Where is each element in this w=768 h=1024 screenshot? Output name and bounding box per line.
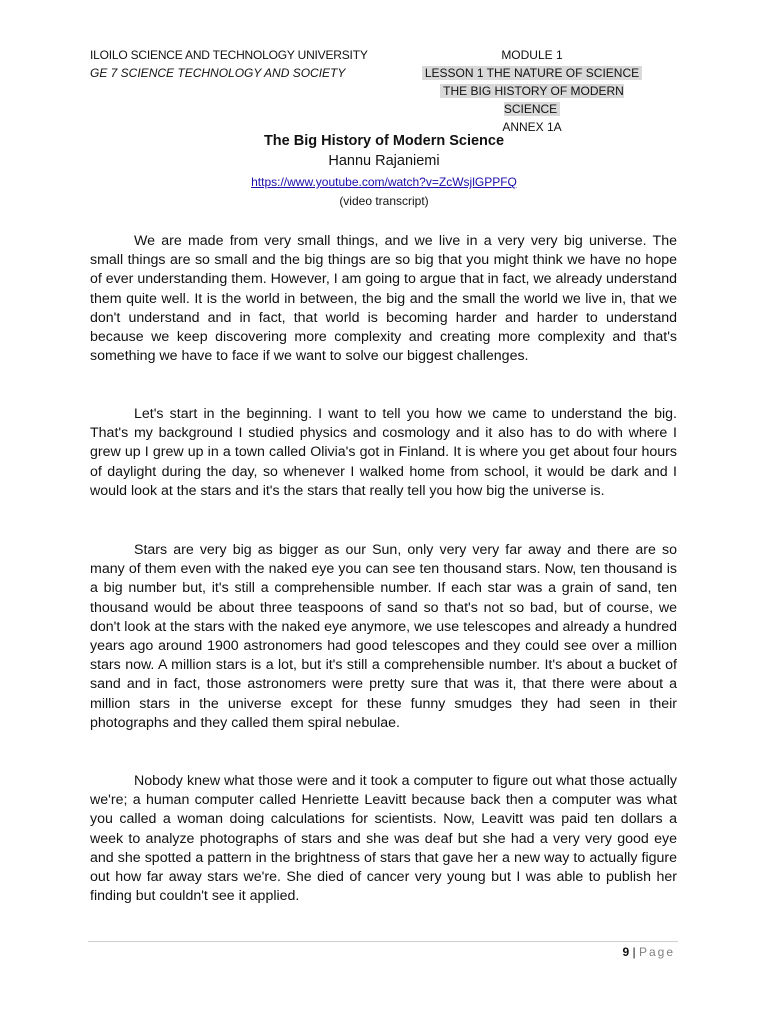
module-label: MODULE 1 [501, 48, 563, 62]
paragraph-1-text: We are made from very small things, and we live in a very very big universe. The small things are so small and the big things are so big that you might think we have no hope of ever understanding them. However, I am going to argue that in fact, we already understand them quite well. It is the world in between, the big and the small the world we live in, that we don't understand and in fact, that world is becoming harder and harder to understand because we keep discovering more complexity and creating more complexity and that's something we have to face if we want to solve our biggest challenges. [90, 233, 677, 365]
page-separator: | [632, 945, 636, 959]
lesson-label: LESSON 1 THE NATURE OF SCIENCE [422, 66, 642, 80]
paragraph-4 [90, 772, 677, 906]
annex-label: ANNEX 1A [502, 120, 562, 134]
document-author: Hannu Rajaniemi [328, 153, 440, 169]
paragraph-3 [90, 541, 677, 733]
video-link[interactable]: https://www.youtube.com/watch?v=ZcWsjlGPPFQ [251, 175, 517, 189]
header-left [90, 46, 368, 82]
course-name: GE 7 SCIENCE TECHNOLOGY AND SOCIETY [90, 66, 346, 80]
transcript-note: (video transcript) [339, 194, 429, 208]
document-title: The Big History of Modern Science [263, 133, 505, 149]
paragraph-2 [90, 405, 677, 501]
page-word: Page [638, 945, 675, 959]
topic-label: THE BIG HISTORY OF MODERN SCIENCE [440, 84, 624, 116]
university-name: ILOILO SCIENCE AND TECHNOLOGY UNIVERSITY [90, 48, 368, 62]
paragraph-3-text: Stars are very big as bigger as our Sun, only very very far away and there are so many of them even with the naked eye you can see ten thousand stars. Now, ten thousand is a big number but, it's still a comprehensible number. If each star was a grain of sand, ten thousand would be about three teaspoons of sand so that's not so bad, but of course, we don't look at the stars with the naked eye anymore, we use telescopes and already a hundred years ago around 1900 astronomers had good telescopes and they could see over a million stars now. A million stars is a lot, but it's still a comprehensible number. It's about a bucket of sand and in fact, those astronomers were pretty sure that was it, that there were about a million stars in the universe except for these funny smudges they had seen in their photographs and they called them spiral nebulae. [90, 542, 677, 731]
paragraph-1 [90, 232, 677, 366]
footer-divider [88, 941, 678, 942]
page-footer [622, 945, 675, 959]
header-right [412, 46, 652, 136]
paragraph-4-text: Nobody knew what those were and it took a computer to figure out what those actually we're; a human computer called Henriette Leavitt because back then a computer was what you called a woman doing calculations for scientists. Now, Leavitt was paid ten dollars a week to analyze photographs of stars and she was deaf but she had a very very good eye and she spotted a pattern in the brightness of stars that gave her a new way to actually figure out how far away stars we're. She died of cancer very young but I was able to publish her finding but couldn't see it applied. [90, 773, 677, 905]
page-number: 9 [622, 945, 630, 959]
paragraph-2-text: Let's start in the beginning. I want to tell you how we came to understand the big. That's my background I studied physics and cosmology and it also has to do with where I grew up I grew up in a town called Olivia's got in Finland. It is where you get about four hours of daylight during the day, so whenever I walked home from school, it would be dark and I would look at the stars and it's the stars that really tell you how big the universe is. [90, 406, 677, 499]
